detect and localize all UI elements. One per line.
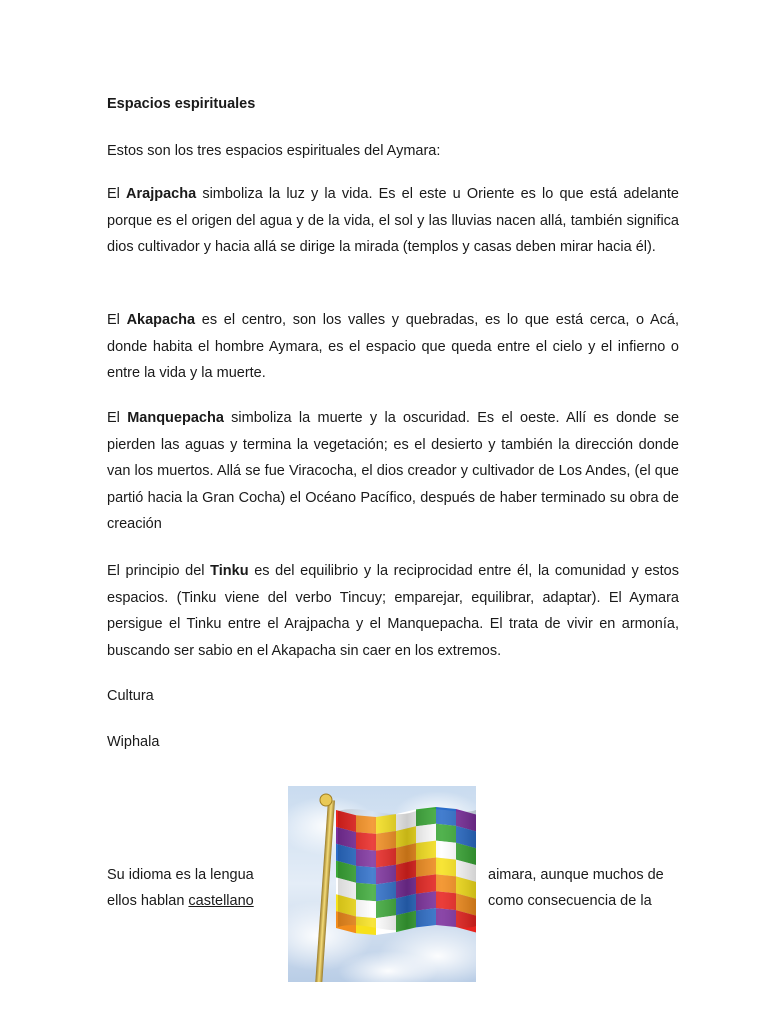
p1-lead: El [107, 186, 127, 202]
p3-text: simboliza la muerte y la oscuridad. Es el oeste. Allí es donde se pierden las aguas y termina la vegetación; es el desierto y también la dirección donde van los muertos. Allá se fue Viracocha, el dios creador y cultivador de Los Andes, (el que partió hacia la Gran Cocha) el Océano Pacífico, después de haber terminado su obra de creación [107, 410, 680, 532]
wiphala-flag-icon [288, 786, 476, 982]
p2-lead: El [107, 312, 127, 328]
wiphala-label: Wiphala [107, 734, 160, 750]
wrap-right-line-2: como consecuencia de la [488, 893, 652, 909]
intro-paragraph: Estos son los tres espacios espirituales del Aymara: [107, 143, 441, 159]
wrap-left-line-2 [107, 888, 254, 914]
wrap-right-line-1: aimara, aunque muchos de [488, 867, 664, 883]
term-manquepacha: Manquepacha [127, 410, 224, 426]
paragraph-arajpacha [107, 181, 679, 261]
p4-text: es del equilibrio y la reciprocidad entre él, la comunidad y estos espacios. (Tinku viene del verbo Tincuy; emparejar, equilibrar, adaptar). El Aymara persigue el Tinku entre el Arajpacha y el Manquepacha. El trata de vivir en armonía, buscando ser sabio en el Akapacha sin caer en los extremos. [107, 563, 679, 659]
wrap-left-line-2-text: ellos hablan [107, 893, 189, 909]
wiphala-flag-image [288, 786, 476, 982]
section-heading: Espacios espirituales [107, 96, 256, 112]
p3-lead: El [107, 410, 128, 426]
p1-text: simboliza la luz y la vida. Es el este u Oriente es lo que está adelante porque es el origen del agua y de la vida, el sol y las lluvias nacen allá, también significa dios cultivador y hacia allá se dirige la mirada (templos y casas deben mirar hacia él). [107, 186, 679, 255]
castellano-link[interactable]: castellano [188, 893, 254, 909]
paragraph-tinku [107, 558, 679, 664]
term-arajpacha: Arajpacha [126, 186, 197, 202]
p4-lead: El principio del [107, 563, 211, 579]
wrap-left-line-1: Su idioma es la lengua [107, 867, 254, 883]
cultura-label: Cultura [107, 688, 154, 704]
p2-text: es el centro, son los valles y quebradas, es lo que está cerca, o Acá, donde habita el hombre Aymara, es el espacio que queda entre el cielo y el infierno o entre la vida y la muerte. [107, 312, 679, 381]
paragraph-akapacha [107, 307, 679, 387]
term-akapacha: Akapacha [126, 312, 196, 328]
paragraph-manquepacha [107, 405, 679, 538]
term-tinku: Tinku [210, 563, 249, 579]
